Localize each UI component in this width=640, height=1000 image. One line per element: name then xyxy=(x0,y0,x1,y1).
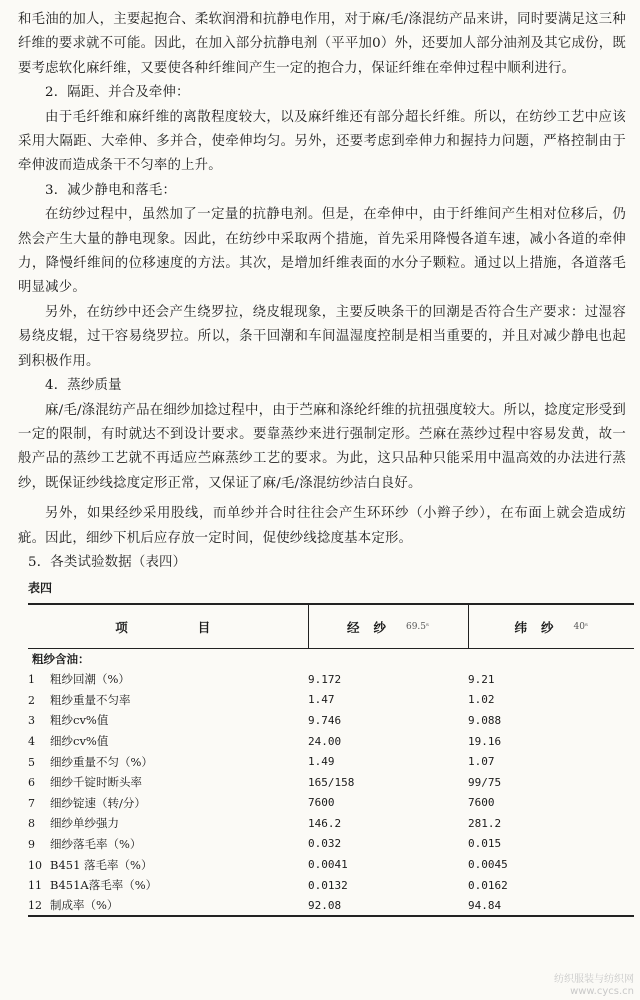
row-number: 6 xyxy=(28,776,35,790)
row-number: 5 xyxy=(28,755,35,769)
row-warp-value: 9.746 xyxy=(308,713,342,727)
paragraph-steaming: 麻/毛/涤混纺产品在细纱加捻过程中，由于苎麻和涤纶纤维的抗扭强度较大。所以，捻度定形受到一定的限制，有时就达不到设计要求。要靠蒸纱来进行强制定形。苎麻在蒸纱过程中容易发黄，故一般产品的蒸纱工艺就不再适应苎麻蒸纱工艺的要求。为此，这只品种只能采用中温高效的办法进行蒸纱，既保证纱线捻度定形正常，又保证了麻/毛/涤混纺纱洁白良好。 xyxy=(18,402,626,491)
row-item xyxy=(28,772,308,793)
row-item-label: 细纱千锭时断头率 xyxy=(50,775,142,790)
row-item-label: 制成率（%） xyxy=(50,898,119,913)
heading-test-data: 5．各类试验数据（表四） xyxy=(28,554,187,570)
row-item xyxy=(28,813,308,834)
watermark-line2: www.cycs.cn xyxy=(570,986,634,997)
row-warp-value: 9.172 xyxy=(308,672,342,686)
row-number: 9 xyxy=(28,837,35,851)
row-weft-value: 0.0045 xyxy=(468,858,508,872)
row-warp-value: 1.47 xyxy=(308,693,335,707)
row-item-label: 细纱锭速（转/分） xyxy=(50,795,146,810)
table-row xyxy=(28,772,634,793)
row-item-label: 细纱单纱强力 xyxy=(50,816,119,831)
table-row xyxy=(28,731,634,752)
row-number: 10 xyxy=(28,858,42,872)
paragraph-static: 在纺纱过程中，虽然加了一定量的抗静电剂。但是，在牵伸中，由于纤维间产生相对位移后，仍然会产生大量的静电现象。因此，在纺纱中采取两个措施，首先采用降慢各道车速，减小各道的牵伸力，降慢纤维间的位移速度的方法。其次，是增加纤维表面的水分子颗粒。通过以上措施，各道落毛明显减少。 xyxy=(18,207,626,296)
row-number: 1 xyxy=(28,673,35,687)
table-row xyxy=(28,751,634,772)
row-weft-value: 281.2 xyxy=(468,816,502,830)
table-row xyxy=(28,895,634,916)
row-item-label: 粗纱cv%值 xyxy=(50,713,109,728)
row-number: 11 xyxy=(28,879,42,893)
row-item xyxy=(28,793,308,814)
row-number: 3 xyxy=(28,714,35,728)
test-data-table xyxy=(28,603,634,917)
row-item xyxy=(28,731,308,752)
table-section-row xyxy=(28,648,634,669)
row-number: 2 xyxy=(28,693,35,707)
header-item: 项目 xyxy=(28,604,308,648)
row-item xyxy=(28,751,308,772)
paragraph-ply-yarn: 另外，如果经纱采用股线，而单纱并合时往往会产生环环纱（小辫子纱），在布面上就会造成纺疵。因此，细纱下机后应存放一定时间，促使纱线捻度基本定形。 xyxy=(18,506,626,546)
paragraph-gauge-draft: 由于毛纤维和麻纤维的离散程度较大，以及麻纤维还有部分超长纤维。所以，在纺纱工艺中应该采用大隔距、大牵伸、多并合，使牵伸均匀。另外，还要考虑到牵伸力和握持力问题，严格控制由于牵伸波而造成条干不匀率的上升。 xyxy=(18,109,626,174)
row-number: 12 xyxy=(28,899,42,913)
row-weft-value: 7600 xyxy=(468,796,495,810)
row-item-label: 粗纱回潮（%） xyxy=(50,672,130,687)
table-row xyxy=(28,710,634,731)
row-warp-value: 146.2 xyxy=(308,816,342,830)
row-weft-value: 1.02 xyxy=(468,693,495,707)
row-item xyxy=(28,669,308,690)
row-warp-value: 92.08 xyxy=(308,895,468,916)
row-warp-value: 0.0041 xyxy=(308,858,348,872)
paragraph-oil: 和毛油的加人，主要起抱合、柔软润滑和抗静电作用，对于麻/毛/涤混纺产品来讲，同时要满足这三种纤维的要求就不可能。因此，在加入部分抗静电剂（平平加0）外，还要加人部分油剂及其它成份，既要考虑软化麻纤维，又要使各种纤维间产生一定的抱合力，保证纤维在牵伸过程中顺利进行。 xyxy=(18,12,626,76)
header-warp-spec: 69.5ˢ xyxy=(405,621,430,632)
row-warp-value: 0.0132 xyxy=(308,878,348,892)
row-item-label: 细纱重量不匀（%） xyxy=(50,754,153,769)
row-weft-value: 9.21 xyxy=(468,672,495,686)
heading-static-fly: 3．减少静电和落毛： xyxy=(45,182,177,198)
table-row xyxy=(28,875,634,896)
header-weft-spec: 40ˢ xyxy=(573,621,588,632)
header-warp-label: 经纱 xyxy=(346,619,400,635)
watermark-line1: 纺织服装与纺织网 xyxy=(554,974,634,985)
row-item-label: 粗纱重量不匀率 xyxy=(50,692,131,707)
row-weft-value: 0.0162 xyxy=(468,878,508,892)
row-warp-value: 1.49 xyxy=(308,755,335,769)
paragraph-lapping: 另外，在纺纱中还会产生绕罗拉，绕皮辊现象，主要反映条干的回潮是否符合生产要求：过湿容易绕皮辊，过干容易绕罗拉。所以，条干回潮和车间温湿度控制是相当重要的，并且对减少静电也起到积极作用。 xyxy=(18,304,626,369)
row-number: 4 xyxy=(28,735,35,749)
row-item xyxy=(28,895,308,916)
row-number: 7 xyxy=(28,796,35,810)
row-number: 8 xyxy=(28,817,35,831)
row-weft-value: 19.16 xyxy=(468,734,502,748)
row-item xyxy=(28,690,308,711)
table-row xyxy=(28,669,634,690)
heading-steaming: 4．蒸纱质量 xyxy=(45,378,122,394)
row-weft-value: 94.84 xyxy=(468,895,634,916)
row-warp-value: 165/158 xyxy=(308,775,355,789)
row-warp-value: 7600 xyxy=(308,796,335,810)
row-item xyxy=(28,875,308,896)
row-item-label: 细纱cv%值 xyxy=(50,734,109,749)
heading-gauge-draft: 2．隔距、并合及牵伸： xyxy=(45,85,190,101)
row-item-label: B451A落毛率（%） xyxy=(50,878,158,893)
row-item xyxy=(28,710,308,731)
row-warp-value: 24.00 xyxy=(308,734,342,748)
row-item-label: 细纱落毛率（%） xyxy=(50,836,142,851)
table-row xyxy=(28,793,634,814)
table-row xyxy=(28,813,634,834)
table-row xyxy=(28,854,634,875)
section-label: 粗纱含油： xyxy=(32,651,90,666)
row-item-label: B451 落毛率（%） xyxy=(50,857,153,872)
table-row xyxy=(28,690,634,711)
row-item xyxy=(28,834,308,855)
table-body xyxy=(28,648,634,916)
table-caption: 表四 xyxy=(28,581,53,596)
row-item xyxy=(28,854,308,875)
row-weft-value: 99/75 xyxy=(468,775,502,789)
row-weft-value: 9.088 xyxy=(468,713,502,727)
row-weft-value: 0.015 xyxy=(468,837,502,851)
row-warp-value: 0.032 xyxy=(308,837,342,851)
header-weft xyxy=(468,604,634,648)
header-weft-label: 纬纱 xyxy=(514,619,568,635)
header-warp xyxy=(308,604,468,648)
row-weft-value: 1.07 xyxy=(468,755,495,769)
table-header-row xyxy=(28,604,634,648)
table-row xyxy=(28,834,634,855)
watermark xyxy=(554,974,634,998)
